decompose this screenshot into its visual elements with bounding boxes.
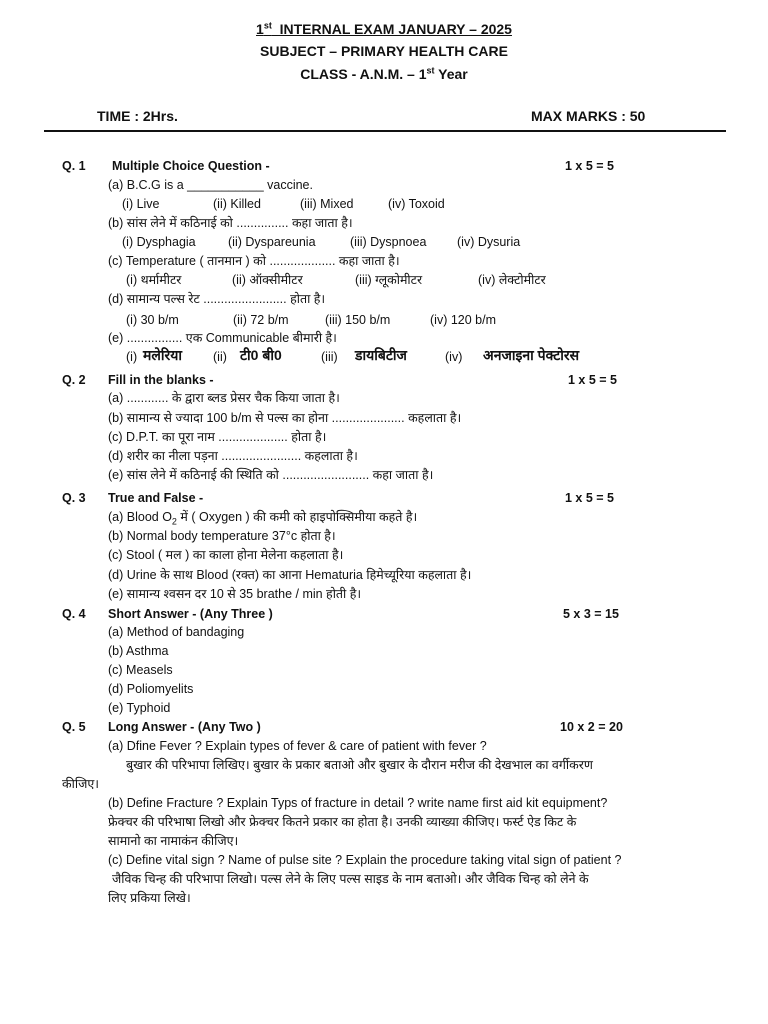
- q1e-question: (e) ................ एक Communicable बीमारी है।: [108, 331, 337, 345]
- option: (i) Live: [122, 197, 160, 211]
- q3-item: (d) Urine के साथ Blood (रक्त) का आना Hematuria हिमेच्यूरिया कहलाता है।: [108, 568, 472, 582]
- q4-item: (a) Method of bandaging: [108, 625, 245, 639]
- option: मलेरिया: [143, 347, 182, 363]
- q5b-hindi: फ्रेक्चर की परिभाषा लिखो और फ्रेक्चर कितने प्रकार का होता है। उनकी व्याख्या कीजिए। फर्स्ट ऐड किट के: [108, 815, 577, 829]
- q5c-hindi-cont: लिए प्रकिया लिखे।: [108, 891, 191, 905]
- q1-title: Multiple Choice Question -: [112, 159, 270, 173]
- q4-marks: 5 x 3 = 15: [563, 607, 619, 621]
- option: (ii) Dyspareunia: [228, 235, 316, 249]
- time-label: TIME : 2Hrs.: [97, 108, 178, 124]
- option: टी0 बी0: [240, 347, 282, 363]
- option: (iii) ग्लूकोमीटर: [355, 273, 423, 287]
- option: (ii) 72 b/m: [233, 313, 289, 327]
- q1-marks: 1 x 5 = 5: [565, 159, 614, 173]
- option-number: (iv): [445, 350, 463, 364]
- q4-item: (b) Asthma: [108, 644, 169, 658]
- q4-title: Short Answer - (Any Three ): [108, 607, 273, 621]
- option: (i) 30 b/m: [126, 313, 179, 327]
- q5-marks: 10 x 2 = 20: [560, 720, 623, 734]
- q5c-english: (c) Define vital sign ? Name of pulse site ? Explain the procedure taking vital sign of patient ?: [108, 853, 622, 867]
- q5b-hindi-cont: सामानो का नामाकंन कीजिए।: [108, 834, 239, 848]
- q5-number: Q. 5: [62, 720, 86, 734]
- q2-item: (e) सांस लेने में कठिनाई की स्थिति को ......................... कहा जाता है।: [108, 468, 434, 482]
- q4-item: (e) Typhoid: [108, 701, 171, 715]
- class-title: CLASS - A.N.M. – 1st Year: [300, 65, 468, 82]
- max-marks-label: MAX MARKS : 50: [531, 108, 646, 124]
- q4-item: (d) Poliomyelits: [108, 682, 194, 696]
- subject-title: SUBJECT – PRIMARY HEALTH CARE: [260, 43, 508, 59]
- q3-title: True and False -: [108, 491, 204, 505]
- q1a-question: (a) B.C.G is a ___________ vaccine.: [108, 178, 313, 192]
- q4-number: Q. 4: [62, 607, 86, 621]
- q2-item: (a) ............ के द्वारा ब्लड प्रेसर चैक किया जाता है।: [108, 391, 340, 405]
- option: (i) Dysphagia: [122, 235, 196, 249]
- q3-item: (a) Blood $O_2$ में ( Oxygen ) की कमी को हाइपोक्सिमीया कहते है।: [108, 510, 418, 527]
- q4-item: (c) Measels: [108, 663, 173, 677]
- option: (iv) 120 b/m: [430, 313, 496, 327]
- q3-marks: 1 x 5 = 5: [565, 491, 614, 505]
- q3-item: (c) Stool ( मल ) का काला होना मेलेना कहलाता है।: [108, 548, 344, 562]
- q5c-hindi: जैविक चिन्ह की परिभापा लिखो। पल्स लेने के लिए पल्स साइड के नाम बताओ। और जैविक चिन्ह को लेने के: [112, 872, 589, 886]
- exam-title: 1st INTERNAL EXAM JANUARY – 2025: [256, 20, 512, 37]
- header-divider: [44, 130, 726, 132]
- q3-number: Q. 3: [62, 491, 86, 505]
- q2-number: Q. 2: [62, 373, 86, 387]
- q5-title: Long Answer - (Any Two ): [108, 720, 261, 734]
- q5a-english: (a) Dfine Fever ? Explain types of fever & care of patient with fever ?: [108, 739, 487, 753]
- option: डायबिटीज: [355, 347, 407, 363]
- option: (iii) Mixed: [300, 197, 354, 211]
- q2-marks: 1 x 5 = 5: [568, 373, 617, 387]
- option: (i) थर्मामीटर: [126, 273, 182, 287]
- option: (iv) Dysuria: [457, 235, 521, 249]
- option: (iii) Dyspnoea: [350, 235, 427, 249]
- option: (iii) 150 b/m: [325, 313, 391, 327]
- q2-item: (b) सामान्य से ज्यादा 100 b/m से पल्स का होना ..................... कहलाता है।: [108, 411, 462, 425]
- option: (ii) ऑक्सीमीटर: [232, 273, 303, 287]
- q2-item: (c) D.P.T. का पूरा नाम .................... होता है।: [108, 430, 327, 444]
- q3-item: (e) सामान्य श्वसन दर 10 से 35 brathe / min होती है।: [108, 587, 362, 601]
- option: अनजाइना पेक्टोरस: [483, 347, 580, 363]
- option-number: (ii): [213, 350, 227, 364]
- q3-item: (b) Normal body temperature 37°c होता है।: [108, 529, 336, 543]
- q1-number: Q. 1: [62, 159, 86, 173]
- option: (iv) Toxoid: [388, 197, 445, 211]
- option: (ii) Killed: [213, 197, 261, 211]
- q2-title: Fill in the blanks -: [108, 373, 214, 387]
- option-number: (iii): [321, 350, 338, 364]
- q5a-hindi: बुखार की परिभापा लिखिए। बुखार के प्रकार बताओ और बुखार के दौरान मरीज की देखभाल का वर्गीकरण: [126, 758, 593, 772]
- option: (iv) लेक्टोमीटर: [478, 273, 546, 287]
- q5b-english: (b) Define Fracture ? Explain Typs of fracture in detail ? write name first aid kit equipment?: [108, 796, 608, 810]
- q1d-question: (d) सामान्य पल्स रेट ........................ होता है।: [108, 292, 326, 306]
- q1b-question: (b) सांस लेने में कठिनाई को ............... कहा जाता है।: [108, 216, 353, 230]
- q1c-question: (c) Temperature ( तानमान ) को ................... कहा जाता है।: [108, 254, 400, 268]
- q2-item: (d) शरीर का नीला पड़ना ....................... कहलाता है।: [108, 449, 358, 463]
- option-number: (i): [126, 350, 138, 364]
- q5a-hindi-cont: कीजिए।: [62, 777, 100, 791]
